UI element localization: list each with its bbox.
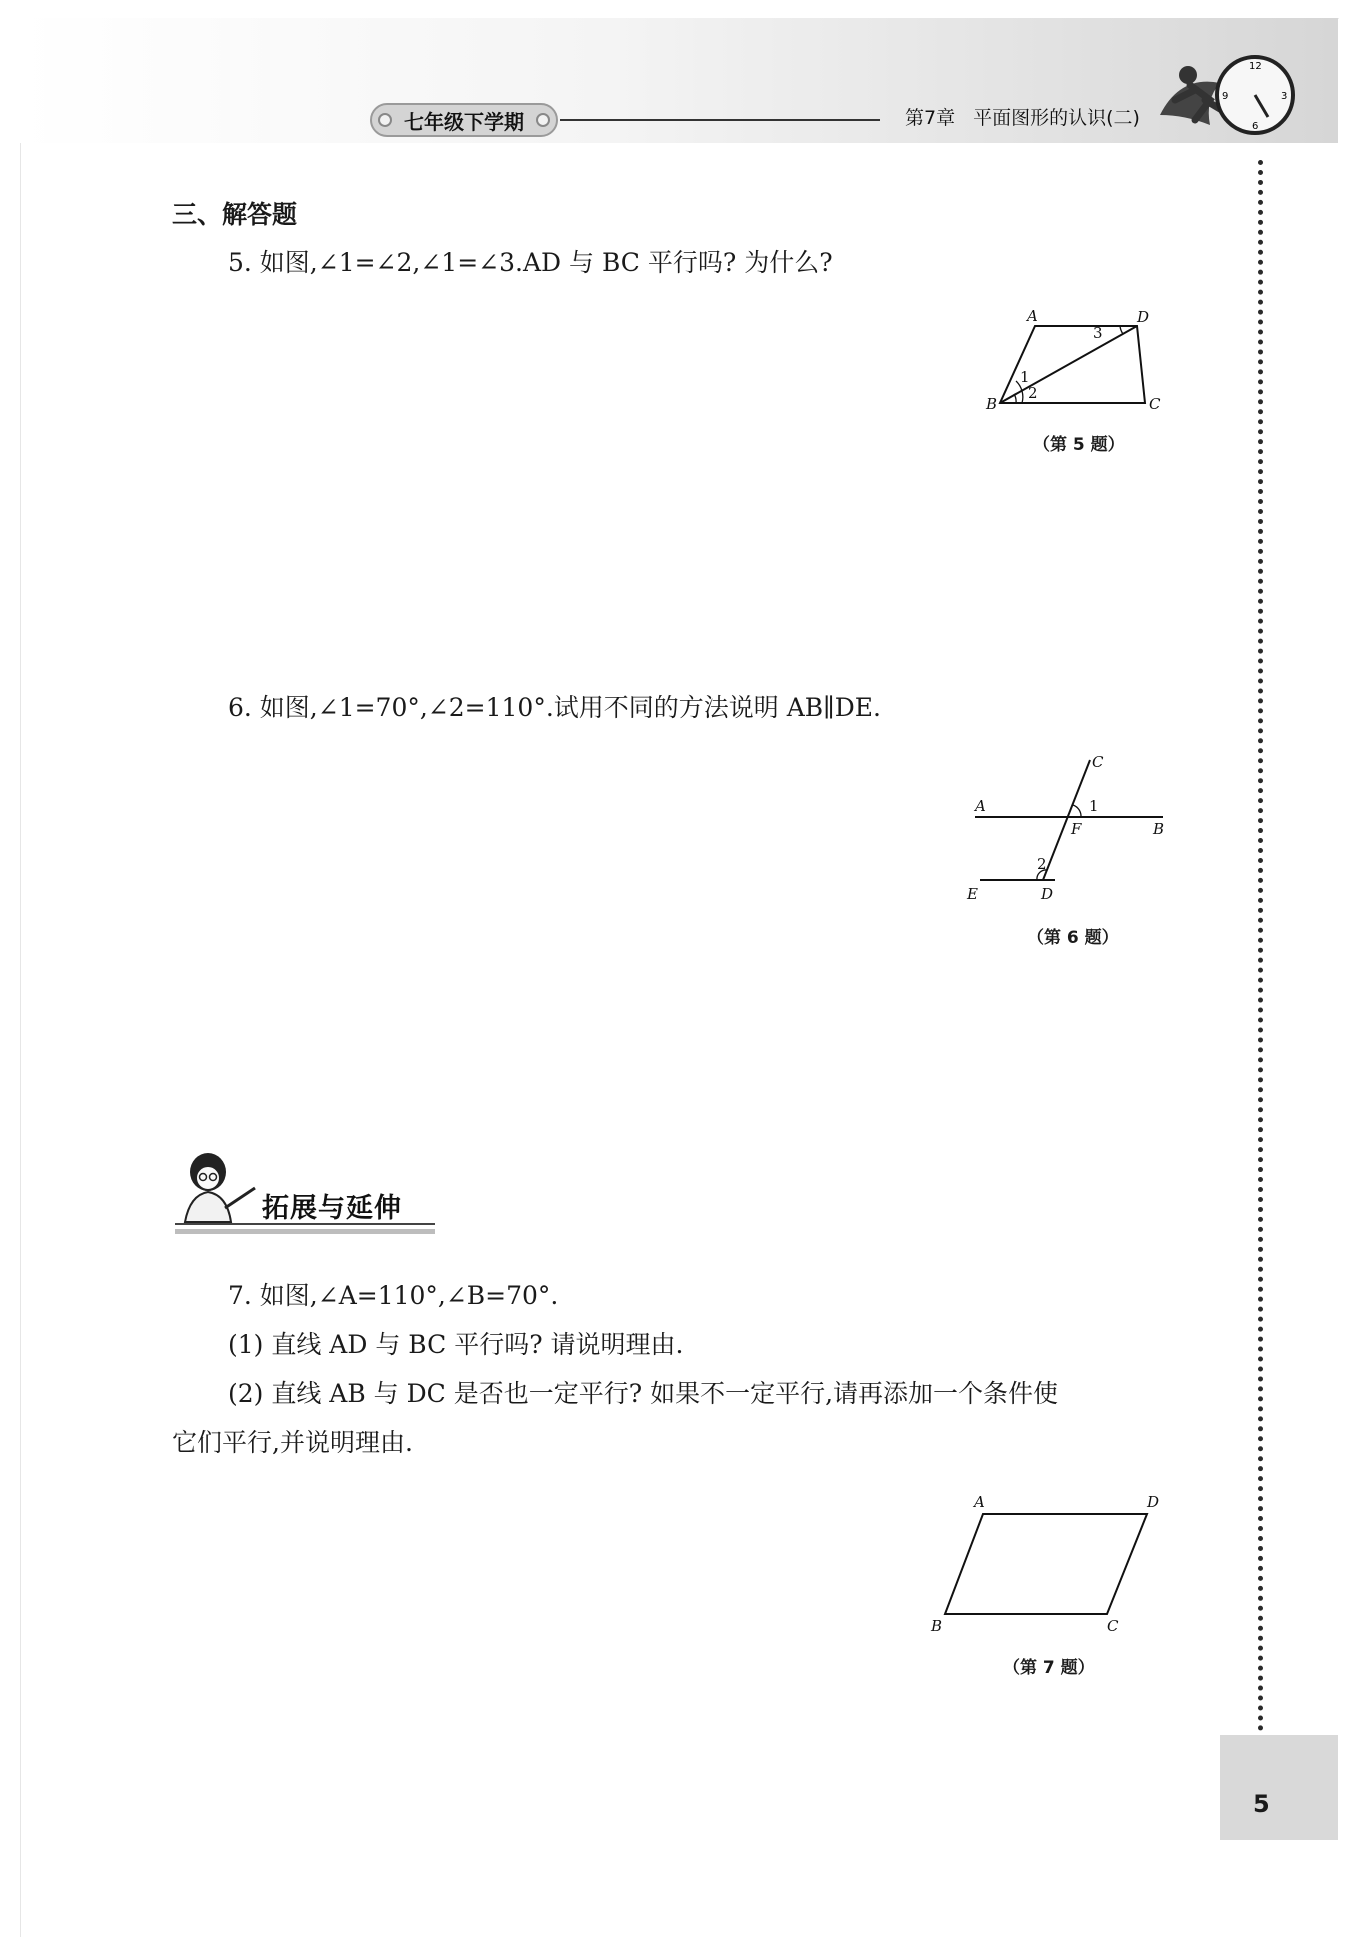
caption-q5: （第 5 题） (1033, 435, 1125, 455)
q5-angle-mark (1014, 394, 1016, 403)
page-number-tab (1220, 1735, 1338, 1840)
page-number: 5 (1253, 1790, 1270, 1818)
q5-label-a: A (1027, 307, 1038, 325)
extension-underline (175, 1229, 435, 1234)
q5-diagonal-bd (1000, 326, 1137, 403)
question-7-stem: 7. 如图,∠A=110°,∠B=70°. (228, 1281, 559, 1310)
question-7-part-1: (1) 直线 AD 与 BC 平行吗? 请说明理由. (228, 1330, 684, 1359)
q7-label-a: A (974, 1493, 985, 1511)
grade-pill (370, 103, 558, 137)
grade-label: 七年级下学期 (404, 109, 524, 134)
q7-quadrilateral (945, 1514, 1147, 1614)
q6-label-f: F (1071, 820, 1082, 838)
caption-q7: （第 7 题） (1003, 1658, 1095, 1678)
q5-label-c: C (1149, 395, 1161, 413)
clock-number-9: 9 (1222, 91, 1229, 102)
q6-label-c: C (1092, 753, 1104, 771)
q6-angle-label-2: 2 (1037, 855, 1047, 873)
pill-dot-left (378, 113, 392, 127)
header-rule (560, 119, 880, 121)
q5-label-d: D (1137, 308, 1150, 326)
q6-transversal-cd (1043, 760, 1090, 880)
teacher-body (185, 1192, 231, 1222)
q5-angle-mark (1120, 326, 1123, 334)
question-7-part-2-line-1: (2) 直线 AB 与 DC 是否也一定平行? 如果不一定平行,请再添加一个条件使 (228, 1379, 1059, 1408)
page-edge (20, 18, 1339, 1937)
pointer-stick (225, 1188, 255, 1208)
figure-q6 (965, 755, 1175, 910)
chapter-title (905, 103, 1140, 130)
question-5-text: 5. 如图,∠1=∠2,∠1=∠3.AD 与 BC 平行吗? 为什么? (228, 248, 833, 277)
runner-clock-logo (1150, 45, 1300, 145)
figure-q7 (925, 1490, 1175, 1635)
q5-angle-label-1: 1 (1020, 368, 1030, 386)
q5-angle-label-3: 3 (1093, 324, 1103, 342)
figure-q5 (980, 307, 1180, 420)
section-heading: 三、解答题 (172, 200, 298, 229)
q7-label-b: B (931, 1617, 943, 1635)
question-7-part-2-line-2: 它们平行,并说明理由. (172, 1428, 413, 1457)
logo-runner-head (1179, 66, 1197, 84)
question-6-text: 6. 如图,∠1=70°,∠2=110°.试用不同的方法说明 AB∥DE. (228, 693, 881, 722)
header-band (20, 18, 1338, 143)
q6-label-e: E (967, 885, 978, 903)
caption-q6: （第 6 题） (1027, 928, 1119, 948)
q5-label-b: B (986, 395, 998, 413)
clock-number-6: 6 (1252, 121, 1259, 132)
extension-title: 拓展与延伸 (262, 1193, 402, 1224)
q6-label-b: B (1153, 820, 1165, 838)
margin-dotted-line (1258, 160, 1263, 1732)
q7-label-c: C (1107, 1617, 1119, 1635)
chapter-number: 第7章 (905, 107, 956, 129)
q6-label-d: D (1041, 885, 1054, 903)
clock-number-12: 12 (1249, 61, 1262, 72)
q7-label-d: D (1147, 1493, 1160, 1511)
pill-dot-right (536, 113, 550, 127)
chapter-name: 平面图形的认识(二) (973, 107, 1140, 129)
clock-number-3: 3 (1281, 91, 1288, 102)
q6-label-a: A (975, 797, 986, 815)
q6-angle-mark (1073, 805, 1081, 817)
q5-angle-label-2: 2 (1028, 384, 1038, 402)
q6-angle-label-1: 1 (1089, 797, 1099, 815)
